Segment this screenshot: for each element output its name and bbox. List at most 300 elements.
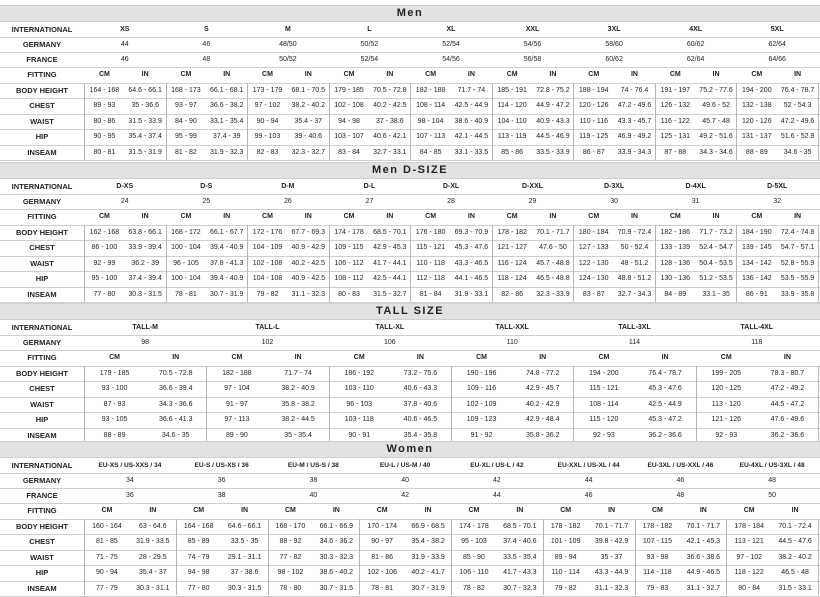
waist-in: 52.8 - 55.9 (780, 260, 815, 267)
waist-cm: 96 - 105 (173, 260, 199, 267)
body-height-in: 71.7 - 74 (284, 370, 312, 377)
inseam-cm: 88 - 89 (745, 149, 768, 156)
france-size: 48 (202, 56, 211, 63)
unit-in-label: IN (223, 213, 231, 220)
body-height-cm: 162 - 168 (89, 229, 120, 236)
chest-in: 49.6 - 52 (702, 102, 730, 109)
chest-cm: 109 - 115 (334, 244, 364, 251)
waist-cm: 128 - 136 (660, 260, 691, 267)
row-divider (0, 473, 820, 474)
unit-cm-label: CM (109, 354, 121, 361)
germany-size: 36 (217, 477, 226, 484)
france-size: 50 (768, 492, 777, 499)
row-label-fitting: FITTING (27, 506, 57, 515)
unit-in-label: IN (424, 507, 432, 514)
body-height-cm: 182 - 186 (660, 229, 691, 236)
row-label-germany: GERMANY (22, 338, 62, 347)
chest-in: 47.2 - 49.2 (770, 385, 805, 392)
body-height-in: 66.1 - 67.7 (209, 229, 244, 236)
body-height-cm: 174 - 178 (459, 523, 489, 530)
germany-size: 46 (676, 477, 685, 484)
hip-in: 51.2 - 53.5 (699, 275, 733, 282)
body-height-in: 78.3 - 80.7 (770, 370, 805, 377)
inseam-cm: 83 - 87 (582, 291, 605, 298)
hip-cm: 104 - 108 (252, 275, 283, 282)
size-label: XL (446, 26, 456, 33)
chest-cm: 81 - 85 (96, 538, 118, 545)
body-height-in: 70.1 - 71.7 (594, 523, 629, 530)
row-divider (0, 37, 820, 38)
size-label: XS (120, 26, 130, 33)
chest-cm: 108 - 114 (416, 102, 446, 109)
body-height-cm: 160 - 164 (92, 523, 122, 530)
body-height-in: 66.1 - 68.1 (209, 87, 244, 94)
column-divider (818, 83, 819, 160)
waist-in: 40.2 - 42.5 (291, 260, 325, 267)
column-divider (573, 225, 574, 302)
unit-in-label: IN (172, 354, 180, 361)
inseam-cm: 77 - 80 (93, 291, 116, 298)
waist-cm: 85 - 90 (463, 554, 485, 561)
column-divider (818, 225, 819, 302)
hip-cm: 94 - 98 (187, 569, 210, 576)
unit-in-label: IN (539, 354, 547, 361)
chest-cm: 126 - 132 (660, 102, 691, 109)
unit-cm-label: CM (231, 354, 243, 361)
size-label: S (203, 26, 209, 33)
waist-in: 30.3 - 32.3 (319, 554, 354, 561)
size-label: D-5XL (767, 183, 788, 190)
chest-in: 40.9 - 42.9 (291, 244, 325, 251)
unit-cm-label: CM (180, 213, 192, 220)
unit-cm-label: CM (98, 213, 110, 220)
body-height-in: 72.8 - 75.2 (536, 87, 570, 94)
unit-in-label: IN (141, 71, 149, 78)
waist-in: 37.8 - 40.6 (403, 401, 438, 408)
row-label-international: INTERNATIONAL (11, 461, 73, 470)
germany-size: 28 (447, 198, 455, 205)
hip-in: 37 - 38.6 (230, 569, 259, 576)
waist-in: 35 - 37 (600, 554, 623, 561)
body-height-in: 67.7 - 69.3 (291, 229, 325, 236)
unit-cm-label: CM (588, 213, 600, 220)
size-label: EU-L / US-M / 40 (379, 462, 431, 469)
chest-cm: 90 - 97 (371, 538, 394, 545)
inseam-in: 31.5 - 32.7 (373, 291, 407, 298)
body-height-in: 63 - 64.6 (138, 523, 167, 530)
hip-cm: 100 - 104 (171, 275, 201, 282)
germany-size: 98 (141, 339, 150, 346)
column-divider (206, 366, 207, 443)
inseam-cm: 82 - 86 (501, 291, 524, 298)
france-size: 54/56 (442, 56, 460, 63)
waist-cm: 104 - 110 (497, 118, 527, 125)
chest-in: 40.2 - 42.5 (373, 102, 407, 109)
chest-cm: 133 - 139 (660, 244, 691, 251)
hip-in: 42.5 - 44.1 (373, 275, 407, 282)
hip-cm: 109 - 123 (466, 416, 497, 423)
inseam-in: 30.7 - 31.9 (411, 585, 445, 592)
column-divider (359, 519, 360, 595)
hip-in: 40.2 - 41.7 (411, 569, 445, 576)
body-height-cm: 164 - 168 (183, 523, 214, 530)
waist-cm: 84 - 90 (175, 118, 197, 125)
unit-in-label: IN (699, 507, 707, 514)
unit-cm-label: CM (669, 213, 681, 220)
hip-in: 41.7 - 43.3 (503, 569, 537, 576)
unit-cm-label: CM (98, 71, 110, 78)
waist-in: 50.4 - 53.5 (699, 260, 733, 267)
unit-cm-label: CM (376, 507, 388, 514)
chest-cm: 107 - 115 (642, 538, 672, 545)
unit-in-label: IN (549, 71, 557, 78)
hip-cm: 108 - 112 (334, 275, 364, 282)
hip-cm: 130 - 136 (660, 275, 691, 282)
inseam-in: 35.4 - 35.8 (403, 432, 438, 439)
body-height-cm: 178 - 182 (642, 523, 673, 530)
inseam-in: 34.3 - 34.6 (699, 149, 733, 156)
hip-cm: 125 - 131 (660, 133, 691, 140)
inseam-cm: 80 - 81 (93, 149, 116, 156)
hip-cm: 90 - 94 (96, 569, 118, 576)
unit-in-label: IN (241, 507, 249, 514)
unit-in-label: IN (304, 213, 312, 220)
body-height-cm: 174 - 178 (334, 229, 364, 236)
hip-cm: 112 - 118 (416, 275, 445, 282)
inseam-cm: 77 - 80 (187, 585, 210, 592)
row-divider (0, 488, 820, 489)
unit-in-label: IN (223, 71, 231, 78)
column-divider (696, 366, 697, 443)
chest-in: 52.4 - 54.7 (699, 244, 733, 251)
row-label-inseam: INSEAM (27, 290, 57, 299)
body-height-in: 64.6 - 66.1 (227, 523, 262, 530)
inseam-cm: 85 - 86 (501, 149, 524, 156)
hip-cm: 103 - 118 (344, 416, 374, 423)
inseam-in: 31.1 - 32.3 (594, 585, 629, 592)
chest-in: 33.9 - 39.4 (128, 244, 162, 251)
size-label: TALL-M (132, 324, 158, 331)
waist-in: 42.5 - 44.9 (648, 401, 682, 408)
column-divider (451, 519, 452, 595)
waist-cm: 90 - 94 (256, 118, 279, 125)
france-size: 62/64 (686, 56, 705, 63)
unit-cm-label: CM (588, 71, 600, 78)
size-label: EU-3XL / US-XXL / 46 (647, 462, 714, 469)
unit-cm-label: CM (180, 71, 192, 78)
row-divider (0, 503, 820, 504)
body-height-in: 71.7 - 74 (457, 87, 486, 94)
size-label: D-L (363, 183, 376, 190)
waist-in: 47.2 - 49.6 (780, 118, 815, 125)
france-size: 40 (309, 492, 318, 499)
chest-cm: 86 - 100 (91, 244, 118, 251)
germany-size: 44 (584, 477, 593, 484)
chest-cm: 93 - 100 (101, 385, 128, 392)
size-label: EU-4XL / US-3XL / 48 (739, 462, 805, 469)
inseam-cm: 79 - 82 (554, 585, 577, 592)
section-title: Women (0, 441, 820, 458)
chest-cm: 139 - 145 (742, 244, 772, 251)
chest-cm: 127 - 133 (578, 244, 609, 251)
france-size: 38 (217, 492, 226, 499)
row-label-international: INTERNATIONAL (11, 25, 73, 34)
chest-cm: 101 - 109 (550, 538, 581, 545)
unit-cm-label: CM (751, 213, 763, 220)
body-height-cm: 168 - 173 (171, 87, 201, 94)
germany-size: 48 (768, 477, 777, 484)
section-title: Men D-SIZE (0, 162, 820, 179)
waist-cm: 110 - 116 (579, 118, 608, 125)
column-divider (736, 225, 737, 302)
germany-size: 114 (628, 339, 641, 346)
chest-in: 36.6 - 39.4 (159, 385, 193, 392)
body-height-in: 74.8 - 77.2 (526, 370, 560, 377)
hip-in: 37.4 - 39 (212, 133, 241, 140)
hip-in: 36.6 - 41.3 (159, 416, 193, 423)
chest-cm: 100 - 104 (171, 244, 201, 251)
germany-size: 62/64 (768, 41, 786, 48)
inseam-in: 35 - 35.4 (284, 432, 312, 439)
size-label: TALL-4XL (740, 324, 774, 331)
waist-cm: 93 - 98 (646, 554, 669, 561)
size-label: EU-S / US-XS / 36 (194, 462, 249, 469)
body-height-cm: 180 - 184 (578, 229, 609, 236)
size-label: EU-XXL / US-XL / 44 (557, 462, 620, 469)
row-label-chest: CHEST (29, 243, 55, 252)
size-label: TALL-3XL (618, 324, 651, 331)
row-label-germany: GERMANY (22, 476, 62, 485)
row-divider (0, 52, 820, 53)
inseam-cm: 86 - 91 (745, 291, 768, 298)
chest-in: 40.6 - 43.3 (403, 385, 438, 392)
size-label: D-3XL (603, 183, 625, 190)
unit-cm-label: CM (353, 354, 365, 361)
inseam-in: 30.7 - 31.5 (319, 585, 354, 592)
size-label: L (367, 26, 372, 33)
row-label-waist: WAIST (30, 400, 54, 409)
waist-in: 29.1 - 31.1 (227, 554, 262, 561)
column-divider (818, 519, 819, 595)
unit-in-label: IN (467, 213, 475, 220)
inseam-in: 32.7 - 34.3 (617, 291, 652, 298)
body-height-in: 69.3 - 70.9 (454, 229, 489, 236)
hip-in: 48.8 - 51.2 (617, 275, 652, 282)
row-label-body-height: BODY HEIGHT (16, 522, 68, 531)
hip-cm: 93 - 105 (101, 416, 128, 423)
unit-in-label: IN (783, 354, 791, 361)
hip-in: 37.4 - 39.4 (128, 275, 162, 282)
inseam-in: 32.3 - 33.9 (536, 291, 570, 298)
unit-in-label: IN (794, 213, 802, 220)
hip-cm: 95 - 99 (175, 133, 197, 140)
row-divider (0, 534, 820, 535)
body-height-cm: 178 - 184 (734, 523, 764, 530)
unit-in-label: IN (416, 354, 424, 361)
body-height-cm: 172 - 176 (252, 229, 283, 236)
germany-size: 50/52 (360, 41, 379, 48)
body-height-in: 68.1 - 70.5 (291, 87, 325, 94)
inseam-in: 34.6 - 35 (161, 432, 190, 439)
france-size: 36 (125, 492, 134, 499)
body-height-in: 66.9 - 68.5 (411, 523, 445, 530)
germany-size: 110 (506, 339, 518, 346)
row-divider (0, 412, 820, 413)
unit-cm-label: CM (598, 354, 610, 361)
chest-in: 42.9 - 45.7 (526, 385, 560, 392)
body-height-cm: 178 - 182 (497, 229, 527, 236)
body-height-in: 74 - 76.4 (620, 87, 649, 94)
body-height-cm: 194 - 200 (742, 87, 772, 94)
waist-cm: 108 - 114 (589, 401, 619, 408)
row-label-chest: CHEST (29, 537, 55, 546)
chest-in: 54.7 - 57.1 (780, 244, 815, 251)
inseam-in: 36.2 - 36.6 (770, 432, 805, 439)
unit-cm-label: CM (193, 507, 205, 514)
hip-cm: 110 - 114 (551, 569, 580, 576)
germany-size: 58/60 (605, 41, 623, 48)
france-size: 56/58 (523, 56, 542, 63)
unit-cm-label: CM (751, 71, 763, 78)
waist-cm: 120 - 126 (742, 118, 772, 125)
waist-cm: 102 - 108 (252, 260, 283, 267)
body-height-in: 75.2 - 77.6 (699, 87, 733, 94)
column-divider (655, 225, 656, 302)
unit-cm-label: CM (468, 507, 480, 514)
row-label-hip: HIP (35, 132, 49, 141)
body-height-in: 76.4 - 78.7 (780, 87, 815, 94)
germany-size: 25 (202, 198, 211, 205)
column-divider (410, 83, 411, 160)
chest-cm: 97 - 104 (224, 385, 250, 392)
waist-cm: 97 - 102 (736, 554, 763, 561)
inseam-cm: 84 - 89 (664, 291, 687, 298)
hip-cm: 107 - 113 (416, 133, 446, 140)
size-label: M (284, 26, 291, 33)
row-label-international: INTERNATIONAL (11, 182, 73, 191)
waist-in: 31.5 - 33.9 (128, 118, 162, 125)
row-divider (0, 67, 820, 68)
chest-in: 45.3 - 47.6 (454, 244, 489, 251)
body-height-in: 64.6 - 66.1 (128, 87, 162, 94)
hip-cm: 118 - 122 (734, 569, 764, 576)
france-size: 46 (584, 492, 593, 499)
waist-cm: 106 - 112 (334, 260, 364, 267)
waist-in: 31.9 - 33.9 (411, 554, 445, 561)
column-divider (247, 225, 248, 302)
inseam-in: 30.3 - 31.1 (136, 585, 170, 592)
waist-cm: 89 - 94 (554, 554, 577, 561)
inseam-in: 30.3 - 31.5 (128, 291, 162, 298)
hip-in: 49.2 - 51.6 (699, 133, 733, 140)
unit-cm-label: CM (743, 507, 755, 514)
waist-in: 45.7 - 48.8 (536, 260, 570, 267)
unit-in-label: IN (467, 71, 475, 78)
unit-in-label: IN (712, 213, 720, 220)
france-size: 46 (120, 56, 129, 63)
body-height-cm: 178 - 182 (550, 523, 581, 530)
france-size: 52/54 (360, 56, 379, 63)
row-divider (0, 350, 820, 351)
chest-in: 38.2 - 40.2 (291, 102, 325, 109)
germany-size: 40 (401, 477, 410, 484)
hip-in: 35.4 - 37 (138, 569, 167, 576)
waist-cm: 116 - 124 (497, 260, 527, 267)
hip-cm: 98 - 102 (277, 569, 304, 576)
chest-cm: 132 - 138 (742, 102, 772, 109)
row-label-fitting: FITTING (27, 353, 57, 362)
body-height-cm: 179 - 185 (334, 87, 364, 94)
size-label: EU-XL / US-L / 42 (470, 462, 524, 469)
column-divider (329, 225, 330, 302)
waist-cm: 87 - 93 (103, 401, 126, 408)
hip-in: 46.5 - 48.8 (536, 275, 570, 282)
hip-in: 44.5 - 46.9 (536, 133, 570, 140)
germany-size: 24 (120, 198, 129, 205)
body-height-cm: 199 - 205 (711, 370, 742, 377)
body-height-cm: 188 - 194 (578, 87, 609, 94)
hip-cm: 106 - 110 (459, 569, 489, 576)
hip-in: 45.3 - 47.2 (648, 416, 682, 423)
germany-size: 54/56 (523, 41, 542, 48)
body-height-in: 70.9 - 72.4 (617, 229, 652, 236)
inseam-in: 30.7 - 31.9 (209, 291, 244, 298)
waist-cm: 71 - 75 (96, 554, 118, 561)
chest-in: 39.4 - 40.9 (209, 244, 244, 251)
chest-in: 44.9 - 47.2 (536, 102, 570, 109)
germany-size: 60/62 (686, 41, 705, 48)
hip-cm: 114 - 118 (643, 569, 672, 576)
body-height-cm: 190 - 196 (466, 370, 497, 377)
waist-in: 40.2 - 42.9 (526, 401, 560, 408)
germany-size: 34 (125, 477, 134, 484)
inseam-cm: 89 - 90 (226, 432, 248, 439)
body-height-cm: 182 - 188 (222, 370, 252, 377)
chest-in: 47.2 - 49.6 (617, 102, 652, 109)
waist-in: 36.6 - 38.6 (686, 554, 721, 561)
size-label: 4XL (689, 26, 703, 33)
inseam-in: 31.9 - 32.3 (209, 149, 244, 156)
row-label-hip: HIP (35, 274, 49, 283)
germany-size: 44 (120, 41, 129, 48)
size-label: D-4XL (685, 183, 706, 190)
waist-in: 40.9 - 43.3 (536, 118, 570, 125)
waist-in: 43.3 - 45.7 (617, 118, 652, 125)
unit-in-label: IN (630, 213, 638, 220)
inseam-cm: 84 - 85 (419, 149, 442, 156)
row-label-waist: WAIST (30, 117, 54, 126)
hip-cm: 121 - 126 (711, 416, 742, 423)
germany-size: 102 (261, 339, 274, 346)
unit-cm-label: CM (343, 71, 355, 78)
unit-cm-label: CM (343, 213, 355, 220)
waist-cm: 113 - 120 (711, 401, 741, 408)
germany-size: 106 (383, 339, 396, 346)
germany-size: 38 (309, 477, 318, 484)
chest-in: 38.2 - 40.9 (281, 385, 315, 392)
inseam-cm: 79 - 83 (646, 585, 669, 592)
inseam-cm: 86 - 87 (582, 149, 605, 156)
size-label: D-XL (442, 183, 460, 190)
inseam-in: 33.1 - 35 (702, 291, 730, 298)
germany-size: 118 (751, 339, 763, 346)
germany-size: 52/54 (442, 41, 460, 48)
germany-size: 46 (202, 41, 211, 48)
inseam-cm: 80 - 83 (338, 291, 360, 298)
inseam-cm: 88 - 89 (103, 432, 126, 439)
chest-in: 47.6 - 50 (539, 244, 567, 251)
chest-in: 31.9 - 33.5 (136, 538, 170, 545)
